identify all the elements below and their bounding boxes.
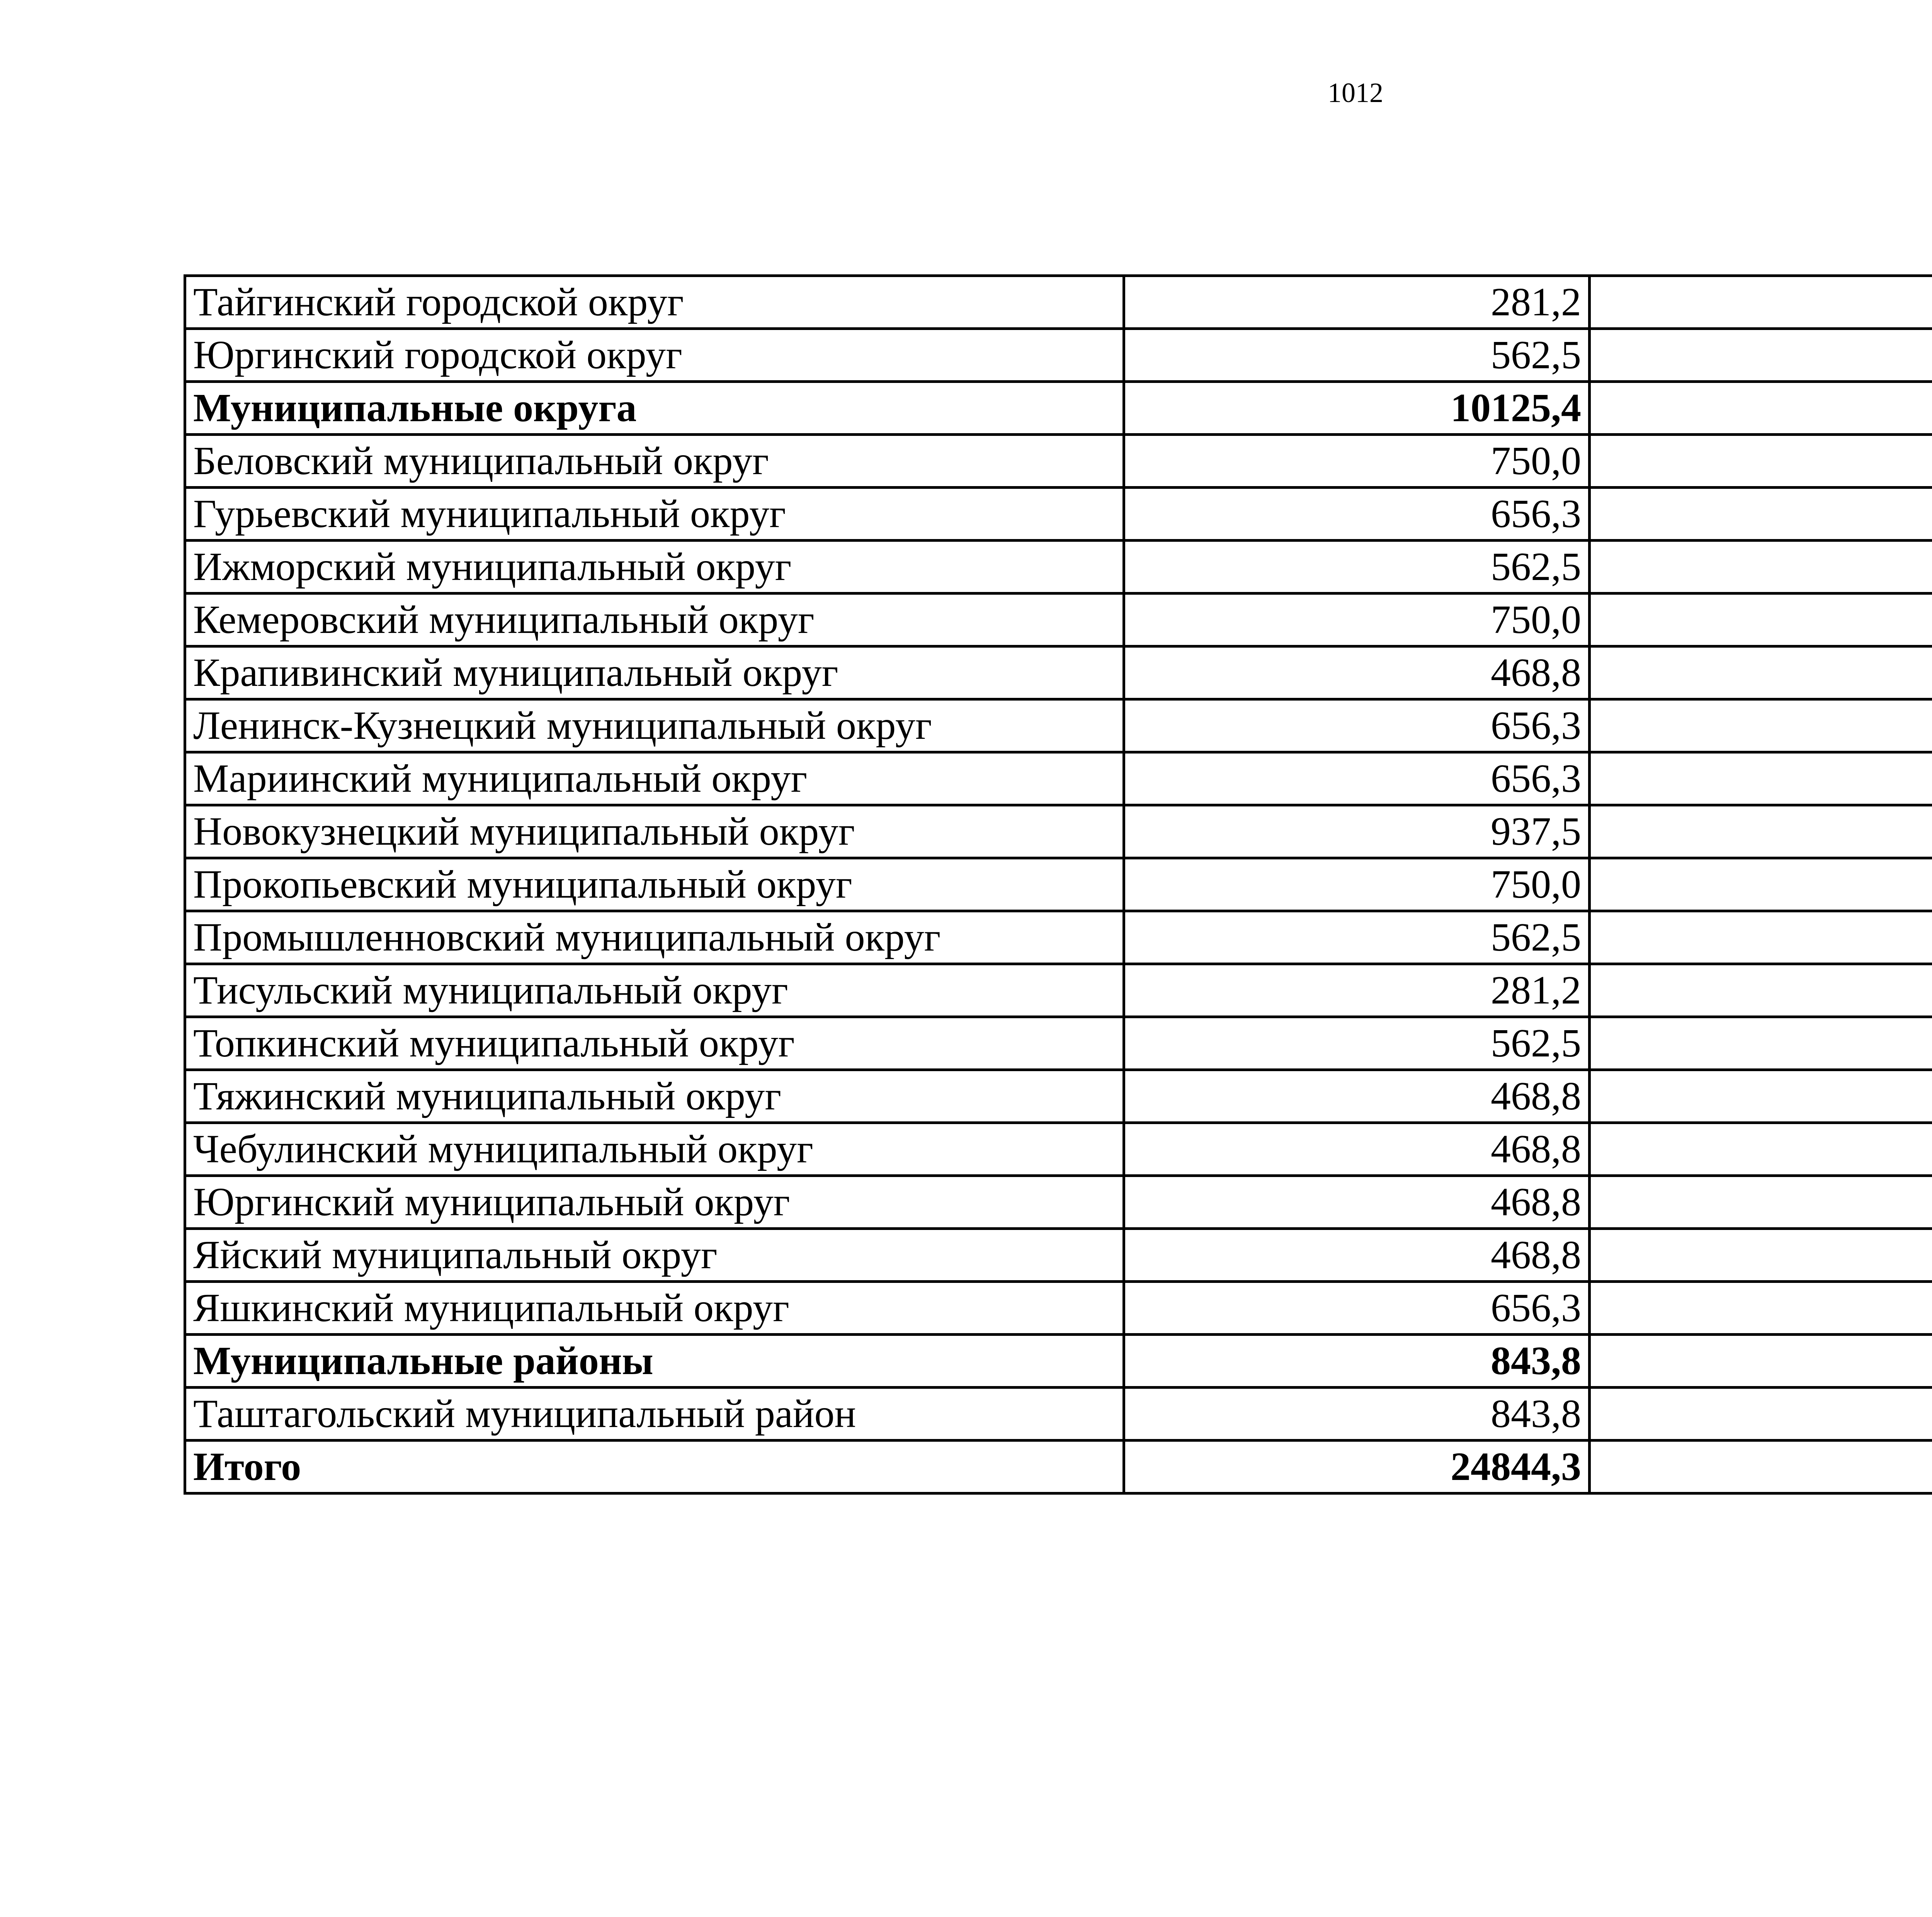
value-cell-1: 468,8 xyxy=(1124,1070,1590,1123)
value-cell-1: 468,8 xyxy=(1124,646,1590,699)
table-row xyxy=(185,382,1932,435)
value-cell-1: 468,8 xyxy=(1124,1176,1590,1229)
table-row xyxy=(185,541,1932,594)
row-label-cell: Мариинский муниципальный округ xyxy=(185,752,1124,805)
value-cell-1: 750,0 xyxy=(1124,858,1590,911)
row-label-cell: Юргинский муниципальный округ xyxy=(185,1176,1124,1229)
table-row xyxy=(185,1229,1932,1282)
table-row xyxy=(185,964,1932,1017)
table-row xyxy=(185,1070,1932,1123)
value-cell-2 xyxy=(1590,964,1932,1017)
table-row xyxy=(185,276,1932,329)
value-cell-1: 656,3 xyxy=(1124,699,1590,752)
table-row xyxy=(185,805,1932,858)
value-cell-1: 24844,3 xyxy=(1124,1441,1590,1493)
table-row xyxy=(185,488,1932,541)
value-cell-1: 656,3 xyxy=(1124,488,1590,541)
table-row xyxy=(185,1388,1932,1441)
table-row xyxy=(185,699,1932,752)
value-cell-1: 468,8 xyxy=(1124,1123,1590,1176)
table-row xyxy=(185,752,1932,805)
row-label-cell: Тисульский муниципальный округ xyxy=(185,964,1124,1017)
row-label-cell: Гурьевский муниципальный округ xyxy=(185,488,1124,541)
row-label-cell: Муниципальные районы xyxy=(185,1335,1124,1388)
value-cell-1: 937,5 xyxy=(1124,805,1590,858)
value-cell-2 xyxy=(1590,1123,1932,1176)
value-cell-2 xyxy=(1590,435,1932,488)
value-cell-2 xyxy=(1590,805,1932,858)
value-cell-1: 843,8 xyxy=(1124,1335,1590,1388)
table-row xyxy=(185,1282,1932,1335)
value-cell-2 xyxy=(1590,382,1932,435)
value-cell-2 xyxy=(1590,1282,1932,1335)
row-label-cell: Новокузнецкий муниципальный округ xyxy=(185,805,1124,858)
page-number: 1012 xyxy=(1328,77,1383,108)
value-cell-2 xyxy=(1590,752,1932,805)
table-row xyxy=(185,594,1932,646)
value-cell-1: 750,0 xyxy=(1124,435,1590,488)
value-cell-2 xyxy=(1590,1388,1932,1441)
row-label-cell: Ленинск-Кузнецкий муниципальный округ xyxy=(185,699,1124,752)
value-cell-2 xyxy=(1590,858,1932,911)
row-label-cell: Кемеровский муниципальный округ xyxy=(185,594,1124,646)
value-cell-2 xyxy=(1590,699,1932,752)
row-label-cell: Яйский муниципальный округ xyxy=(185,1229,1124,1282)
table-row xyxy=(185,1176,1932,1229)
row-label-cell: Муниципальные округа xyxy=(185,382,1124,435)
table-body xyxy=(185,276,1932,1493)
value-cell-2 xyxy=(1590,488,1932,541)
value-cell-2 xyxy=(1590,1441,1932,1493)
value-cell-1: 750,0 xyxy=(1124,594,1590,646)
value-cell-1: 562,5 xyxy=(1124,1017,1590,1070)
row-label-cell: Топкинский муниципальный округ xyxy=(185,1017,1124,1070)
value-cell-2 xyxy=(1590,1176,1932,1229)
value-cell-2 xyxy=(1590,329,1932,382)
value-cell-2 xyxy=(1590,1070,1932,1123)
value-cell-1: 562,5 xyxy=(1124,329,1590,382)
row-label-cell: Беловский муниципальный округ xyxy=(185,435,1124,488)
table-row xyxy=(185,1335,1932,1388)
row-label-cell: Крапивинский муниципальный округ xyxy=(185,646,1124,699)
value-cell-1: 843,8 xyxy=(1124,1388,1590,1441)
value-cell-2 xyxy=(1590,1017,1932,1070)
value-cell-1: 281,2 xyxy=(1124,964,1590,1017)
table-row xyxy=(185,1017,1932,1070)
row-label-cell: Яшкинский муниципальный округ xyxy=(185,1282,1124,1335)
row-label-cell: Ижморский муниципальный округ xyxy=(185,541,1124,594)
value-cell-1: 10125,4 xyxy=(1124,382,1590,435)
row-label-cell: Чебулинский муниципальный округ xyxy=(185,1123,1124,1176)
data-table xyxy=(184,274,1932,1495)
row-label-cell: Итого xyxy=(185,1441,1124,1493)
table-row xyxy=(185,911,1932,964)
table-row xyxy=(185,1123,1932,1176)
value-cell-1: 656,3 xyxy=(1124,1282,1590,1335)
value-cell-2 xyxy=(1590,1229,1932,1282)
table-row xyxy=(185,329,1932,382)
value-cell-1: 468,8 xyxy=(1124,1229,1590,1282)
value-cell-1: 562,5 xyxy=(1124,911,1590,964)
value-cell-2 xyxy=(1590,594,1932,646)
row-label-cell: Тайгинский городской округ xyxy=(185,276,1124,329)
value-cell-1: 656,3 xyxy=(1124,752,1590,805)
row-label-cell: Тяжинский муниципальный округ xyxy=(185,1070,1124,1123)
row-label-cell: Таштагольский муниципальный район xyxy=(185,1388,1124,1441)
row-label-cell: Промышленновский муниципальный округ xyxy=(185,911,1124,964)
value-cell-2 xyxy=(1590,276,1932,329)
table-row xyxy=(185,858,1932,911)
value-cell-1: 281,2 xyxy=(1124,276,1590,329)
value-cell-2 xyxy=(1590,646,1932,699)
value-cell-1: 562,5 xyxy=(1124,541,1590,594)
value-cell-2 xyxy=(1590,1335,1932,1388)
row-label-cell: Юргинский городской округ xyxy=(185,329,1124,382)
value-cell-2 xyxy=(1590,541,1932,594)
table-row xyxy=(185,435,1932,488)
table-row xyxy=(185,646,1932,699)
value-cell-2 xyxy=(1590,911,1932,964)
row-label-cell: Прокопьевский муниципальный округ xyxy=(185,858,1124,911)
table-row xyxy=(185,1441,1932,1493)
